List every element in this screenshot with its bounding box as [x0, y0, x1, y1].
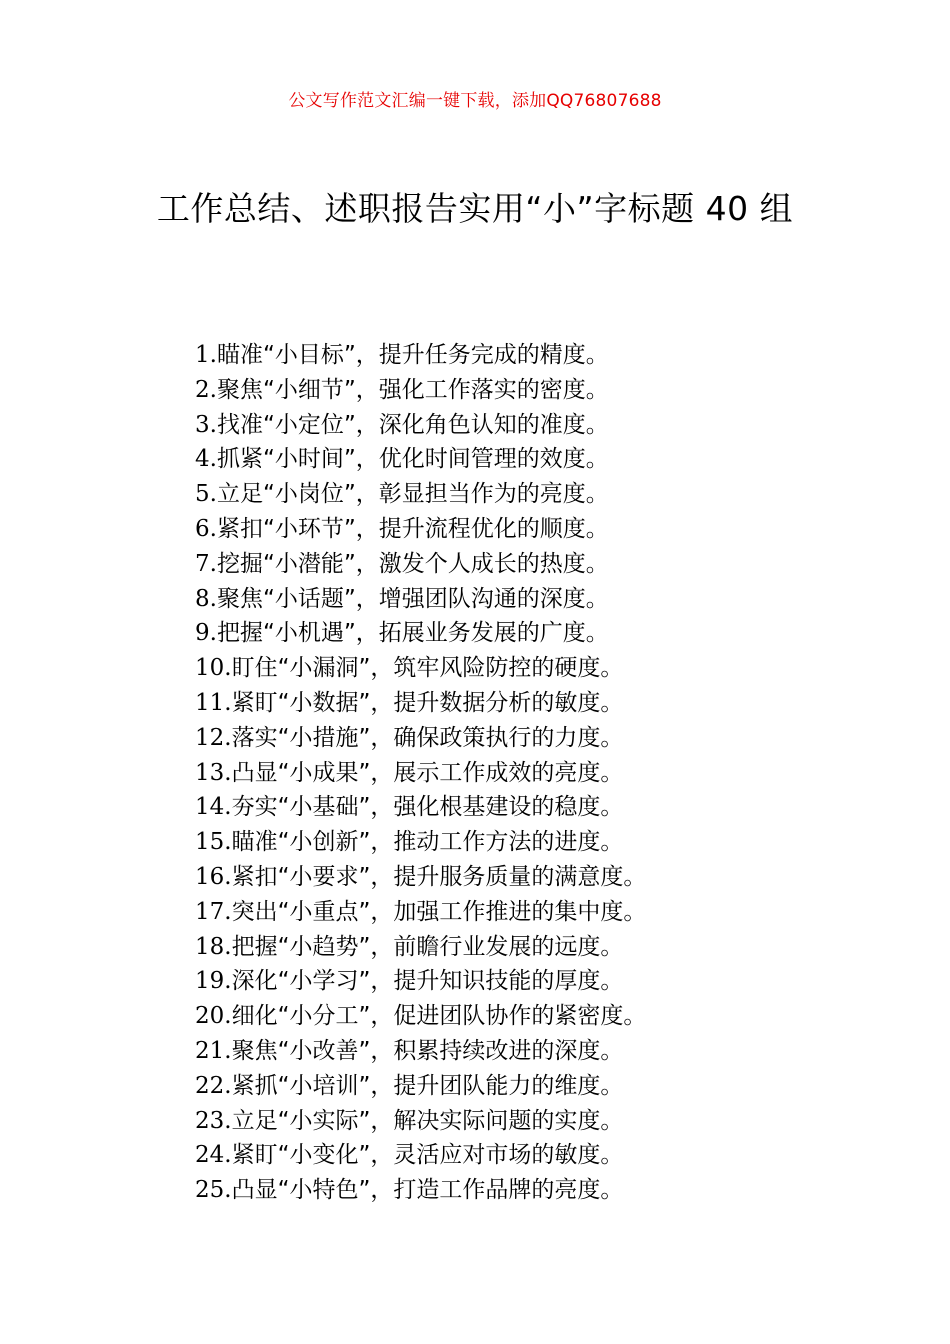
item-text: 紧抓“小培训”，提升团队能力的维度。: [231, 1072, 624, 1099]
list-item: [195, 442, 815, 477]
list-item: [195, 964, 815, 999]
page-title: 工作总结、述职报告实用“小”字标题 40 组: [156, 189, 794, 228]
item-text: 紧盯“小数据”，提升数据分析的敏度。: [231, 689, 624, 716]
list-item: [195, 477, 815, 512]
item-number: 14.: [195, 794, 232, 821]
list-item: [195, 930, 815, 965]
item-text: 盯住“小漏洞”，筑牢风险防控的硬度。: [231, 655, 624, 682]
item-text: 凸显“小成果”，展示工作成效的亮度。: [231, 759, 624, 786]
item-text: 把握“小机遇”，拓展业务发展的广度。: [216, 620, 609, 647]
item-text: 聚焦“小话题”，增强团队沟通的深度。: [216, 585, 609, 612]
item-number: 6.: [195, 515, 217, 542]
item-text: 紧扣“小要求”，提升服务质量的满意度。: [231, 863, 647, 890]
list-item: [195, 790, 815, 825]
list-item: [195, 999, 815, 1034]
list-item: [195, 408, 815, 443]
item-number: 21.: [195, 1037, 232, 1064]
item-number: 11.: [195, 689, 232, 716]
item-text: 把握“小趋势”，前瞻行业发展的远度。: [231, 933, 624, 960]
item-number: 4.: [195, 446, 217, 473]
list-item: [195, 1138, 815, 1173]
list-item: [195, 512, 815, 547]
list-item: [195, 1104, 815, 1139]
list-item: [195, 338, 815, 373]
list-item: [195, 686, 815, 721]
item-text: 瞄准“小目标”，提升任务完成的精度。: [216, 342, 609, 368]
list-item: [195, 721, 815, 756]
item-text: 聚焦“小细节”，强化工作落实的密度。: [216, 376, 609, 403]
item-text: 凸显“小特色”，打造工作品牌的亮度。: [231, 1177, 624, 1204]
item-text: 挖掘“小潜能”，激发个人成长的热度。: [216, 550, 609, 577]
list-item: [195, 756, 815, 791]
list-item: [195, 582, 815, 617]
item-text: 深化“小学习”，提升知识技能的厚度。: [231, 968, 624, 995]
item-number: 25.: [195, 1177, 232, 1204]
item-text: 聚焦“小改善”，积累持续改进的深度。: [231, 1037, 624, 1064]
list-item: [195, 373, 815, 408]
item-text: 立足“小岗位”，彰显担当作为的亮度。: [216, 481, 609, 508]
item-text: 夯实“小基础”，强化根基建设的稳度。: [231, 794, 624, 821]
item-number: 13.: [195, 759, 232, 786]
item-text: 抓紧“小时间”，优化时间管理的效度。: [216, 446, 609, 473]
item-text: 紧扣“小环节”，提升流程优化的顺度。: [216, 515, 609, 542]
item-number: 3.: [195, 411, 217, 438]
item-number: 12.: [195, 724, 232, 751]
item-text: 紧盯“小变化”，灵活应对市场的敏度。: [231, 1142, 624, 1169]
item-text: 立足“小实际”，解决实际问题的实度。: [231, 1107, 624, 1134]
list-item: [195, 1034, 815, 1069]
item-number: 24.: [195, 1142, 232, 1169]
list-item: [195, 616, 815, 651]
item-number: 1.: [195, 342, 217, 368]
item-number: 10.: [195, 655, 232, 682]
item-number: 18.: [195, 933, 232, 960]
item-number: 17.: [195, 898, 232, 925]
item-text: 突出“小重点”，加强工作推进的集中度。: [231, 898, 647, 925]
item-number: 8.: [195, 585, 217, 612]
item-number: 16.: [195, 863, 232, 890]
header-note: 公文写作范文汇编一键下载，添加QQ76807688: [288, 91, 662, 111]
list-item: [195, 1173, 815, 1208]
item-text: 找准“小定位”，深化角色认知的准度。: [216, 411, 609, 438]
item-number: 2.: [195, 376, 217, 403]
title-list: [195, 338, 815, 1208]
list-item: [195, 651, 815, 686]
list-item: [195, 860, 815, 895]
item-number: 20.: [195, 1003, 232, 1030]
item-number: 9.: [195, 620, 217, 647]
list-item: [195, 547, 815, 582]
item-number: 22.: [195, 1072, 232, 1099]
item-number: 15.: [195, 829, 232, 856]
list-item: [195, 825, 815, 860]
list-item: [195, 895, 815, 930]
list-item: [195, 1069, 815, 1104]
item-number: 7.: [195, 550, 217, 577]
item-number: 19.: [195, 968, 232, 995]
item-text: 细化“小分工”，促进团队协作的紧密度。: [231, 1003, 647, 1030]
item-number: 5.: [195, 481, 217, 508]
item-text: 落实“小措施”，确保政策执行的力度。: [231, 724, 624, 751]
item-text: 瞄准“小创新”，推动工作方法的进度。: [231, 829, 624, 856]
item-number: 23.: [195, 1107, 232, 1134]
